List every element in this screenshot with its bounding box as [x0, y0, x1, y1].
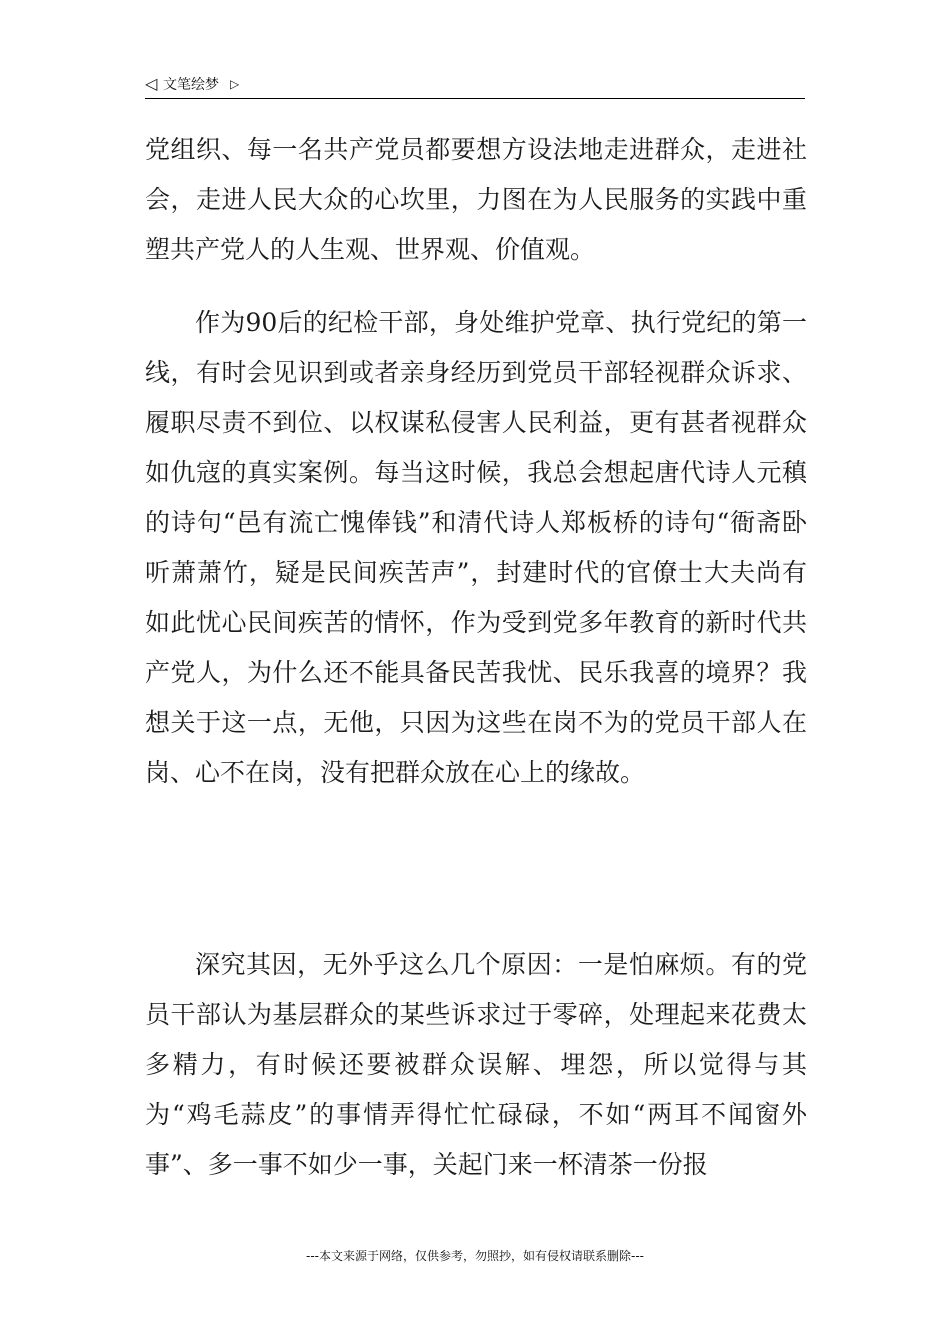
paragraph-2: 作为90后的纪检干部，身处维护党章、执行党纪的第一线，有时会见识到或者亲身经历到党员干部轻视群众诉求、履职尽责不到位、以权谋私侵害人民利益，更有甚者视群众如仇寇的真实案例。每当这时候，我总会想起唐代诗人元稹的诗句“邑有流亡愧俸钱”和清代诗人郑板桥的诗句“衙斋卧听萧萧竹，疑是民间疾苦声”，封建时代的官僚士大夫尚有如此忧心民间疾苦的情怀，作为受到党多年教育的新时代共产党人，为什么还不能具备民苦我忧、民乐我喜的境界？我想关于这一点，无他，只因为这些在岗不为的党员干部人在岗、心不在岗，没有把群众放在心上的缘故。 [145, 308, 807, 787]
footer-disclaimer: ---本文来源于网络，仅供参考，勿照抄，如有侵权请联系删除--- [306, 1249, 644, 1263]
right-triangle-icon: ▷ [230, 77, 240, 91]
page-header [145, 72, 805, 99]
paragraph-1: 党组织、每一名共产党员都要想方设法地走进群众，走进社会，走进人民大众的心坎里，力图在为人民服务的实践中重塑共产党人的人生观、世界观、价值观。 [145, 135, 807, 264]
paragraph-3: 深究其因，无外乎这么几个原因：一是怕麻烦。有的党员干部认为基层群众的某些诉求过于零碎，处理起来花费太多精力，有时候还要被群众误解、埋怨，所以觉得与其为“鸡毛蒜皮”的事情弄得忙忙碌碌，不如“两耳不闻窗外事”、多一事不如少一事，关起门来一杯清茶一份报 [145, 950, 807, 1179]
left-triangle-icon: ◁ [145, 74, 158, 93]
header-title: 文笔绘梦 [163, 77, 219, 93]
